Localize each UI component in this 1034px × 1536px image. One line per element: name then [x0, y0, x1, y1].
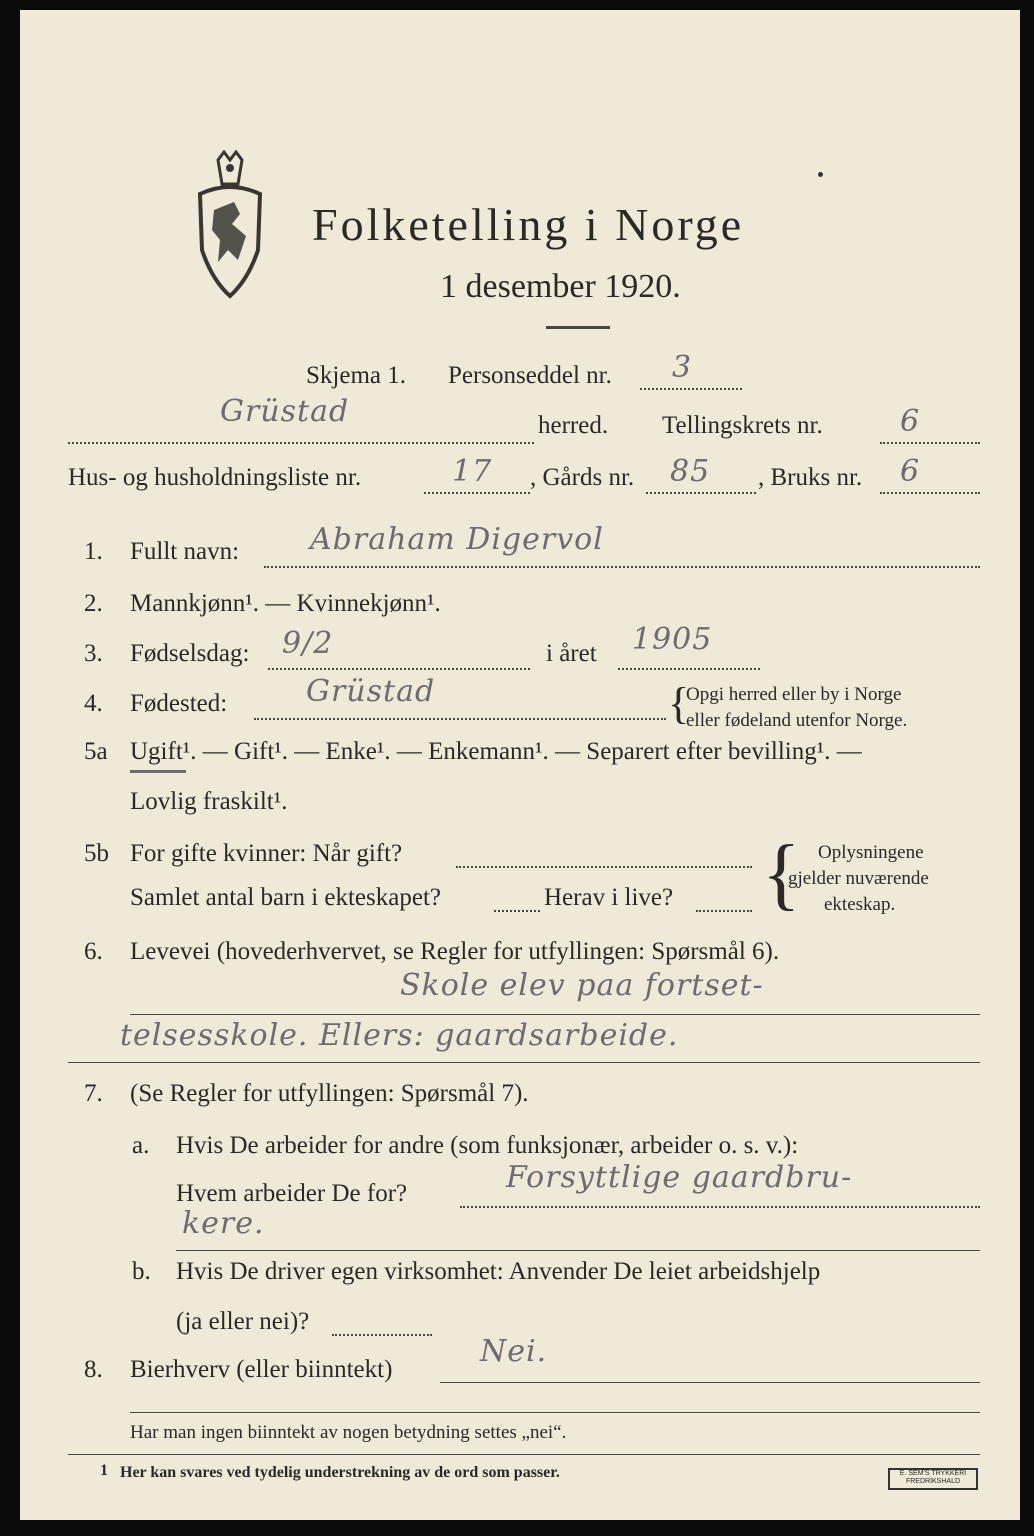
birthplace-note-1: Opgi herred eller by i Norge — [686, 684, 902, 705]
occupation-value-2[interactable]: telsesskole. Ellers: gaardsarbeide. — [120, 1018, 679, 1053]
q5b-alive-label: Herav i live? — [544, 884, 674, 911]
q3-label: Fødselsdag: — [130, 640, 250, 667]
herred-line — [68, 442, 534, 444]
q7b-line1: Hvis De driver egen virksomhet: Anvender De leiet arbeidshjelp — [176, 1258, 821, 1285]
coat-of-arms-icon — [188, 150, 272, 300]
census-date: 1 desember 1920. — [440, 268, 681, 305]
occupation-line-1 — [130, 1014, 980, 1015]
birthplace-note-2: eller fødeland utenfor Norge. — [686, 710, 908, 731]
marriage-note-1: Oplysningene — [818, 842, 924, 863]
hired-help-line — [332, 1334, 432, 1336]
q3-number: 3. — [84, 640, 103, 667]
q1-label: Fullt navn: — [130, 538, 240, 565]
personseddel-line — [640, 388, 742, 390]
q5b-line1: For gifte kvinner: Når gift? — [130, 840, 403, 867]
gender-options[interactable]: Mannkjønn¹. — Kvinnekjønn¹. — [130, 590, 441, 617]
q6-label: Levevei (hovederhvervet, se Regler for utfyllingen: Spørsmål 6). — [130, 938, 780, 965]
q7-label: (Se Regler for utfyllingen: Spørsmål 7). — [130, 1080, 529, 1107]
personseddel-value[interactable]: 3 — [672, 350, 693, 385]
hus-line — [424, 492, 530, 494]
gards-line — [646, 492, 756, 494]
q1-line — [264, 566, 980, 568]
marital-status-options-2[interactable]: Lovlig fraskilt¹. — [130, 788, 288, 815]
children-line — [494, 910, 540, 912]
hus-value[interactable]: 17 — [452, 454, 493, 489]
marriage-note-3: ekteskap. — [824, 894, 896, 915]
herred-label: herred. — [538, 412, 609, 439]
footnote-text: Her kan svares ved tydelig understrekning av de ord som passer. — [120, 1464, 560, 1481]
q4-label: Fødested: — [130, 690, 228, 717]
side-income-line-2 — [130, 1412, 980, 1413]
tellingskrets-value[interactable]: 6 — [900, 404, 921, 439]
q7a-line1: Hvis De arbeider for andre (som funksjonær, arbeider o. s. v.): — [176, 1132, 799, 1159]
q7a-letter: a. — [132, 1132, 150, 1159]
q1-number: 1. — [84, 538, 103, 565]
personseddel-label: Personseddel nr. — [448, 362, 612, 389]
q5b-number: 5b — [84, 840, 109, 867]
gards-value[interactable]: 85 — [670, 454, 711, 489]
census-form — [20, 10, 1020, 1520]
employer-value-2[interactable]: kere. — [182, 1206, 265, 1241]
tellingskrets-line — [880, 442, 980, 444]
footer-divider — [68, 1454, 980, 1455]
q6-number: 6. — [84, 938, 103, 965]
employer-line-1 — [460, 1206, 980, 1208]
title-divider — [546, 326, 610, 329]
birthplace-value[interactable]: Grüstad — [306, 674, 436, 709]
q7a-line2: Hvem arbeider De for? — [176, 1180, 408, 1207]
bruks-label: , Bruks nr. — [758, 464, 863, 491]
alive-line — [696, 910, 752, 912]
married-when-line — [456, 866, 752, 868]
q5a-number: 5a — [84, 738, 108, 765]
q7b-letter: b. — [132, 1258, 151, 1285]
ink-dot — [818, 172, 823, 177]
year-line — [618, 668, 760, 670]
bruks-line — [880, 492, 980, 494]
q5b-children-label: Samlet antal barn i ekteskapet? — [130, 884, 441, 911]
employer-line-2 — [176, 1250, 980, 1251]
q7-number: 7. — [84, 1080, 103, 1107]
q4-number: 4. — [84, 690, 103, 717]
side-income-line — [440, 1382, 980, 1383]
herred-value[interactable]: Grüstad — [220, 394, 350, 429]
occupation-line-2 — [68, 1062, 980, 1063]
ugift-underline — [130, 770, 186, 773]
tellingskrets-label: Tellingskrets nr. — [662, 412, 823, 439]
q7b-line2: (ja eller nei)? — [176, 1308, 310, 1335]
year-label: i året — [546, 640, 597, 667]
birth-year-value[interactable]: 1905 — [632, 622, 713, 657]
q8-number: 8. — [84, 1356, 103, 1383]
birthday-value[interactable]: 9/2 — [282, 626, 334, 661]
employer-value-1[interactable]: Forsyttlige gaardbru- — [506, 1160, 853, 1195]
birthplace-line — [254, 718, 666, 720]
bruks-value[interactable]: 6 — [900, 454, 921, 489]
schema-label: Skjema 1. — [306, 362, 406, 389]
gards-label: , Gårds nr. — [530, 464, 635, 491]
footer-note: Har man ingen biinntekt av nogen betydning settes „nei“. — [130, 1422, 567, 1443]
marriage-note-2: gjelder nuværende — [788, 868, 929, 889]
marital-status-options[interactable]: Ugift¹. — Gift¹. — Enke¹. — Enkemann¹. — Separert efter bevilling¹. — — [130, 738, 862, 765]
footnote-mark: 1 — [100, 1462, 108, 1479]
birthday-line — [268, 668, 530, 670]
form-title: Folketelling i Norge — [312, 199, 745, 250]
side-income-value[interactable]: Nei. — [480, 1334, 548, 1369]
printer-stamp: E. SEM'S TRYKKERI FREDRIKSHALD — [888, 1468, 978, 1490]
q8-label: Bierhverv (eller biinntekt) — [130, 1356, 393, 1383]
hus-label: Hus- og husholdningsliste nr. — [68, 464, 362, 491]
note-brace-2: { — [762, 830, 801, 918]
q2-number: 2. — [84, 590, 103, 617]
note-brace: { — [668, 679, 690, 728]
occupation-value-1[interactable]: Skole elev paa fortset- — [400, 968, 764, 1003]
full-name-value[interactable]: Abraham Digervol — [310, 522, 604, 557]
